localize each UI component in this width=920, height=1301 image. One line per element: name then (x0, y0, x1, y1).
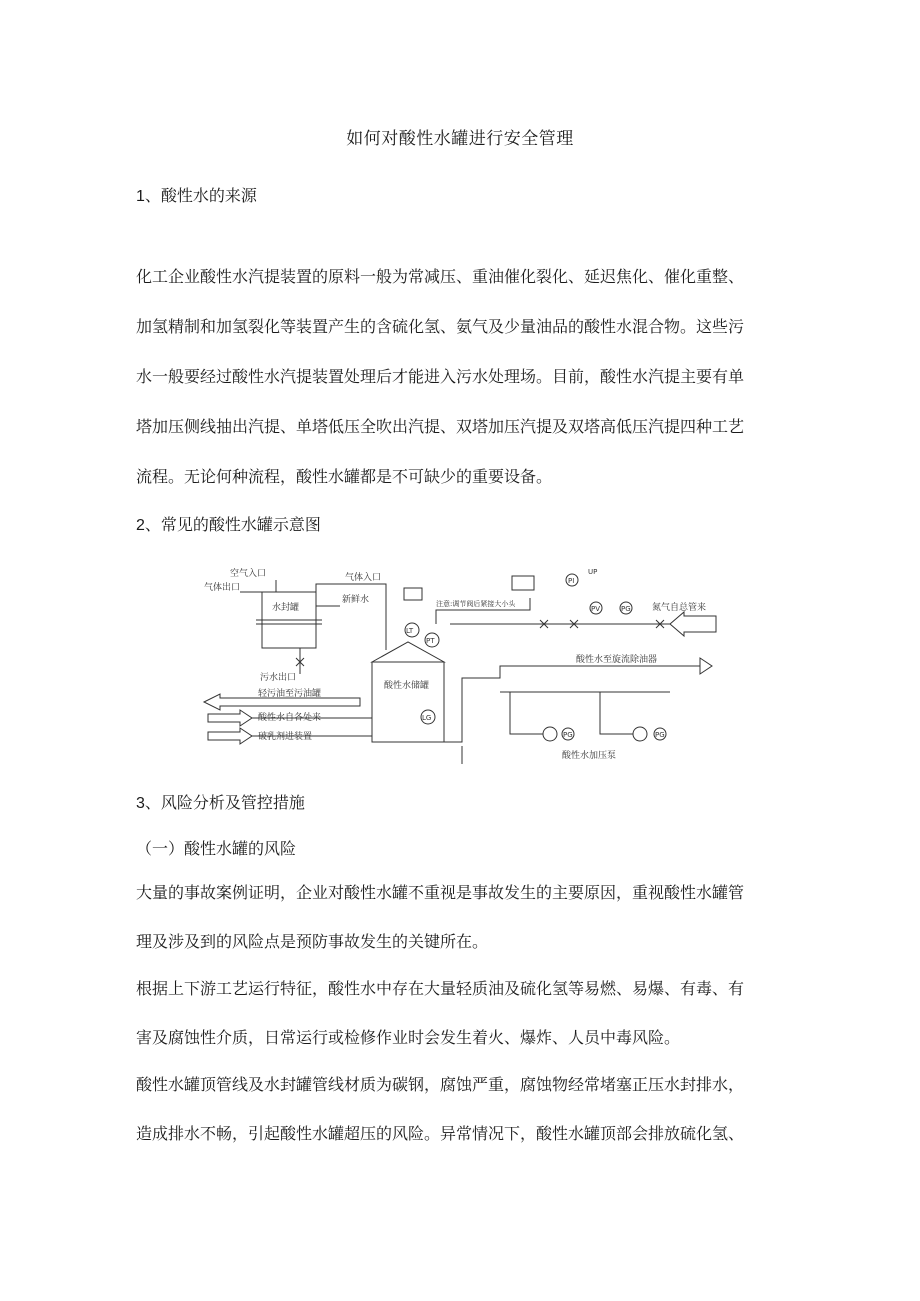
control-box-1 (404, 588, 422, 600)
pi-label: PI (568, 577, 575, 585)
to-stripper-arrow (700, 658, 712, 674)
sour-water-tank-diagram (200, 562, 720, 770)
paragraph-line: 流程。无论何种流程，酸性水罐都是不可缺少的重要设备。 (136, 467, 553, 486)
note-label: 注意:调节阀后紧接大小头 (436, 600, 516, 608)
paragraph-line: 水一般要经过酸性水汽提装置处理后才能进入污水处理场。目前，酸性水汽提主要有单 (136, 367, 745, 386)
pv-label: PV (591, 605, 601, 613)
section-1-heading (136, 183, 257, 206)
to-stripper-label: 酸性水至旋流除油器 (576, 655, 658, 665)
demulsifier-label: 破乳剂进装置 (258, 732, 313, 742)
air-inlet-label: 空气入口 (230, 569, 267, 579)
fresh-water-label: 新鲜水 (342, 595, 370, 605)
pump-2-suction (600, 692, 633, 734)
up-label: UP (588, 568, 598, 576)
document-title: 如何对酸性水罐进行安全管理 (346, 129, 574, 149)
light-oil-label: 轻污油至污油罐 (258, 689, 322, 699)
pump-1-suction (510, 692, 543, 734)
pt-label: PT (426, 637, 435, 645)
paragraph-line: 理及涉及到的风险点是预防事故发生的关键所在。 (136, 932, 489, 951)
gas-inlet-pipe (316, 584, 386, 650)
paragraph-line: 塔加压侧线抽出汽提、单塔低压全吹出汽提、双塔加压汽提及双塔高低压汽提四种工艺 (136, 417, 745, 436)
pump-2 (633, 727, 647, 741)
subsection-heading: （一）酸性水罐的风险 (136, 839, 297, 858)
sour-water-arrow (208, 710, 252, 726)
paragraph-risk-3 (136, 1060, 792, 1158)
control-box-2 (512, 576, 534, 590)
section-3-text: 、风险分析及管控措施 (144, 793, 305, 812)
sewage-outlet-label: 污水出口 (260, 673, 297, 683)
lt-label: LT (406, 627, 414, 635)
pg-top-label: PG (621, 605, 631, 613)
gas-outlet-label: 气体出口 (204, 583, 241, 593)
lg-gauge-label: LG (422, 714, 432, 722)
paragraph-line: 造成排水不畅，引起酸性水罐超压的风险。异常情况下，酸性水罐顶部会排放硫化氢、 (136, 1124, 745, 1143)
paragraph-line: 根据上下游工艺运行特征，酸性水中存在大量轻质油及硫化氢等易燃、易爆、有毒、有 (136, 979, 745, 998)
paragraph-source (136, 252, 792, 502)
section-2-number: 2 (136, 517, 145, 534)
booster-pump-label: 酸性水加压泵 (562, 751, 617, 761)
storage-tank-shape (372, 662, 444, 742)
paragraph-line: 害及腐蚀性介质，日常运行或检修作业时会发生着火、爆炸、人员中毒风险。 (136, 1028, 681, 1047)
section-2-heading (136, 512, 321, 535)
section-3-heading (136, 790, 305, 813)
pump-1 (543, 727, 557, 741)
pg-pump-2-label: PG (655, 731, 665, 739)
nitrogen-arrow (670, 612, 716, 636)
section-1-number: 1 (136, 188, 145, 205)
pg-pump-1-label: PG (563, 731, 573, 739)
paragraph-risk-2 (136, 964, 792, 1062)
storage-tank-roof (372, 642, 444, 662)
paragraph-line: 化工企业酸性水汽提装置的原料一般为常减压、重油催化裂化、延迟焦化、催化重整、 (136, 267, 745, 286)
water-seal-tank-label: 水封罐 (272, 603, 300, 613)
demulsifier-arrow (208, 728, 252, 744)
paragraph-line: 酸性水罐顶管线及水封罐管线材质为碳钢，腐蚀严重，腐蚀物经常堵塞正压水封排水， (136, 1075, 745, 1094)
section-1-text: 、酸性水的来源 (144, 186, 257, 205)
section-3-number: 3 (136, 795, 145, 812)
storage-tank-label: 酸性水储罐 (384, 681, 430, 691)
paragraph-line: 大量的事故案例证明，企业对酸性水罐不重视是事故发生的主要原因，重视酸性水罐管 (136, 883, 745, 902)
paragraph-risk-1 (136, 868, 792, 966)
sour-water-source-label: 酸性水自各处来 (258, 713, 322, 723)
nitrogen-label: 氮气自总管来 (652, 603, 707, 613)
gas-inlet-label: 气体入口 (345, 573, 382, 583)
paragraph-line: 加氢精制和加氢裂化等装置产生的含硫化氢、氨气及少量油品的酸性水混合物。这些污 (136, 317, 745, 336)
section-2-text: 、常见的酸性水罐示意图 (144, 515, 321, 534)
